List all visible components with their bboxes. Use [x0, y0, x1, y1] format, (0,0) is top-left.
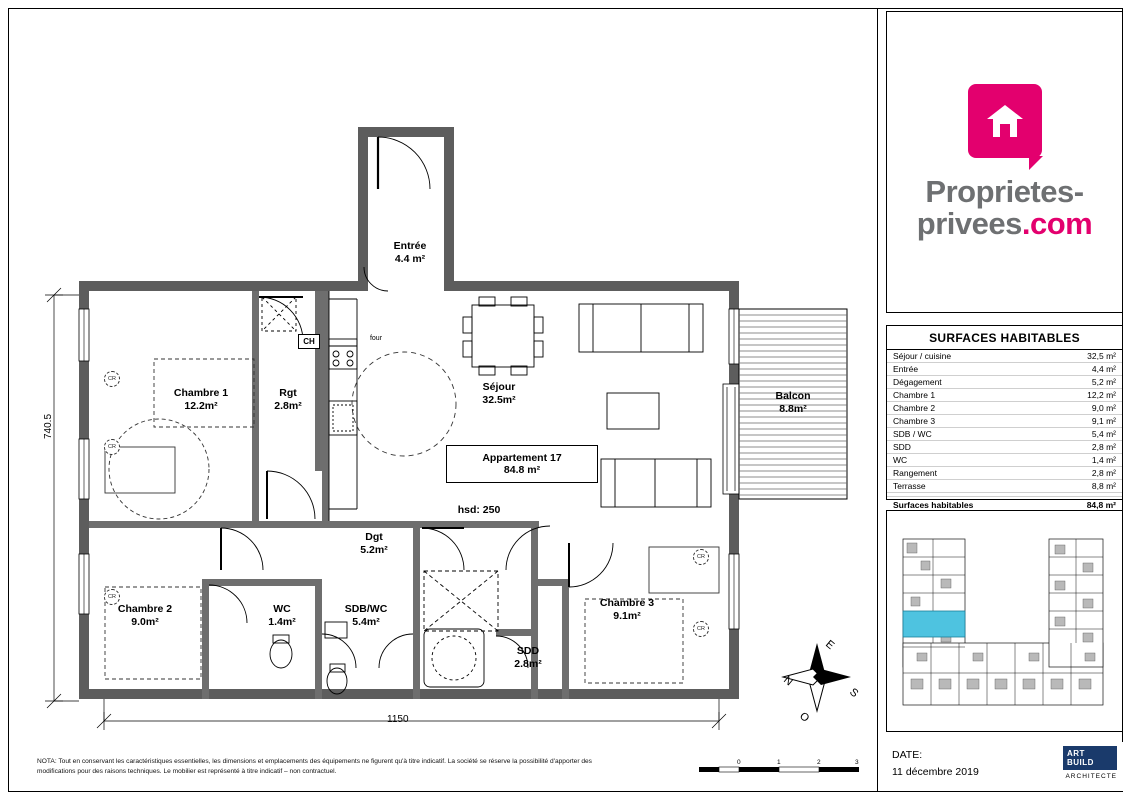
house-icon	[985, 102, 1025, 140]
table-row	[887, 480, 1122, 493]
surface-value: 9,0 m²	[1049, 402, 1122, 415]
ceiling-height-label: hsd: 250	[457, 504, 501, 516]
svg-text:2: 2	[817, 759, 821, 766]
room-label-balcon: Balcon 8.8m²	[775, 390, 811, 416]
table-row	[887, 467, 1122, 480]
brand-logo-panel	[886, 11, 1123, 313]
surfaces-title: SURFACES HABITABLES	[887, 326, 1122, 350]
table-row-total	[887, 497, 1122, 512]
surface-label: SDB / WC	[887, 428, 1049, 441]
apartment-name: Appartement 17	[482, 452, 562, 464]
architect-logo	[1063, 746, 1117, 770]
svg-text:1: 1	[777, 759, 781, 766]
surface-value: 32,5 m²	[1049, 350, 1122, 363]
svg-text:3: 3	[855, 759, 859, 766]
surfaces-table-panel	[886, 325, 1123, 510]
room-label-dgt: Dgt 5.2m²	[360, 531, 388, 557]
surface-label: Séjour / cuisine	[887, 350, 1049, 363]
surface-label: Terrasse	[887, 480, 1049, 493]
room-label-sdb-wc: SDB/WC 5.4m²	[344, 603, 388, 629]
table-row	[887, 454, 1122, 467]
table-row	[887, 428, 1122, 441]
table-row	[887, 350, 1122, 363]
date-block	[886, 742, 1123, 791]
table-row	[887, 441, 1122, 454]
architect-line-1: ART	[1067, 749, 1085, 758]
room-label-chambre-2: Chambre 2 9.0m²	[117, 603, 173, 629]
svg-text:S: S	[847, 686, 861, 701]
apartment-summary-box	[446, 445, 598, 483]
surface-value: 5,2 m²	[1049, 376, 1122, 389]
cr-badge: CR	[693, 621, 709, 637]
architect-caption: ARCHITECTE	[1065, 773, 1117, 780]
key-plan-diagram	[897, 533, 1112, 711]
surface-value: 2,8 m²	[1049, 441, 1122, 454]
cr-badge: CR	[693, 549, 709, 565]
floorplan-drawing	[9, 9, 878, 791]
room-label-sdd: SDD 2.8m²	[514, 645, 542, 671]
surface-label: Dégagement	[887, 376, 1049, 389]
surface-label: Rangement	[887, 467, 1049, 480]
date-label: DATE:	[892, 749, 923, 761]
brand-line-2: privees.com	[916, 206, 1093, 241]
surface-value: 12,2 m²	[1049, 389, 1122, 402]
surface-value: 9,1 m²	[1049, 415, 1122, 428]
room-label-sejour: Séjour 32.5m²	[482, 381, 516, 407]
surface-label: Chambre 1	[887, 389, 1049, 402]
room-label-rgt: Rgt 2.8m²	[274, 387, 302, 413]
surface-value: 4,4 m²	[1049, 363, 1122, 376]
svg-text:N: N	[781, 674, 795, 689]
svg-text:O: O	[797, 710, 812, 725]
svg-text:E: E	[823, 638, 837, 653]
nota-disclaimer: NOTA: Tout en conservant les caractéristiques essentielles, les dimensions et emplacements des équipements ne figurent qu'à titre indicatif. La société se réserve la possibilité d'apporter des modifications pour des raisons techniques. Le mobilier est représenté à titre indicatif – non contractuel.	[37, 758, 592, 775]
brand-line-1: Proprietes-	[925, 174, 1084, 210]
surfaces-table	[887, 350, 1122, 511]
surface-label: Entrée	[887, 363, 1049, 376]
table-row	[887, 376, 1122, 389]
oven-label: four	[369, 335, 383, 342]
surface-value: 2,8 m²	[1049, 467, 1122, 480]
room-label-entree: Entrée 4.4 m²	[393, 240, 427, 266]
table-row	[887, 415, 1122, 428]
surface-total-label: Surfaces habitables	[887, 497, 1049, 512]
svg-text:0: 0	[737, 759, 741, 766]
compass-rose-icon	[769, 629, 865, 725]
table-row	[887, 389, 1122, 402]
architect-line-2: BUILD	[1067, 758, 1094, 767]
surface-value: 1,4 m²	[1049, 454, 1122, 467]
table-row	[887, 363, 1122, 376]
room-label-wc: WC 1.4m²	[268, 603, 296, 629]
brand-wordmark	[917, 176, 1092, 239]
scale-bar	[699, 757, 859, 783]
surface-label: Chambre 2	[887, 402, 1049, 415]
cr-badge: CR	[104, 371, 120, 387]
cr-badge: CR	[104, 439, 120, 455]
key-plan-panel	[886, 510, 1123, 732]
surface-label: WC	[887, 454, 1049, 467]
table-row	[887, 402, 1122, 415]
dimension-width: 1150	[387, 714, 409, 725]
surface-total-value: 84,8 m²	[1049, 497, 1122, 512]
cr-badge: CR	[104, 589, 120, 605]
date-value: 11 décembre 2019	[892, 766, 979, 778]
apartment-area: 84.8 m²	[503, 464, 541, 476]
room-label-chambre-1: Chambre 1 12.2m²	[173, 387, 229, 413]
dimension-height: 740.5	[43, 413, 54, 439]
surface-label: Chambre 3	[887, 415, 1049, 428]
surface-value: 5,4 m²	[1049, 428, 1122, 441]
surface-label: SDD	[887, 441, 1049, 454]
house-logo-icon	[968, 84, 1042, 158]
ch-box-label: CH	[298, 334, 320, 349]
room-label-chambre-3: Chambre 3 9.1m²	[599, 597, 655, 623]
surface-value: 8,8 m²	[1049, 480, 1122, 493]
